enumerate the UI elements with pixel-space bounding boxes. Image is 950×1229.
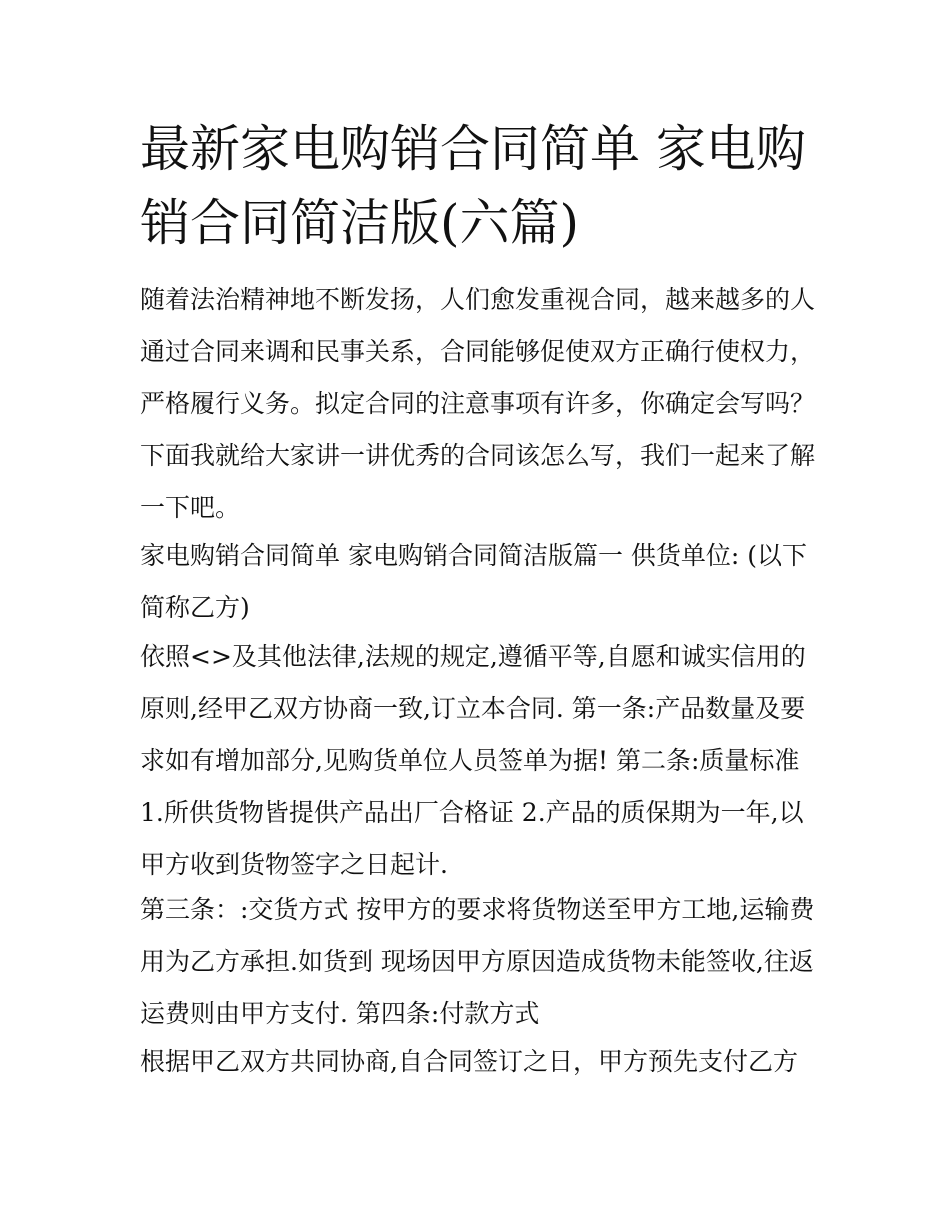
intro-paragraph: 随着法治精神地不断发扬，人们愈发重视合同，越来越多的人通过合同来调和民事关系，合同能够促使双方正确行使权力，严格履行义务。拟定合同的注意事项有许多，你确定会写吗？下面我就给大家讲一讲优秀的合同该怎么写，我们一起来了解一下吧。 xyxy=(140,285,816,522)
delivery-paragraph: 第三条：:交货方式 按甲方的要求将货物送至甲方工地,运输费用为乙方承担.如货到 现场因甲方原因造成货物未能签收,往返运费则由甲方支付. 第四条:付款方式 xyxy=(140,895,815,1028)
terms-paragraph: 依照<>及其他法律,法规的规定,遵循平等,自愿和诚实信用的原则,经甲乙双方协商一致,订立本合同. 第一条:产品数量及要求如有增加部分,见购货单位人员签单为据! 第二条:质量标准 1.所供货物皆提供产品出厂合格证 2.产品的质保期为一年,以甲方收到货物签字之日起计. xyxy=(140,642,806,879)
section-heading-paragraph: 家电购销合同简单 家电购销合同简洁版篇一 供货单位: (以下简称乙方) xyxy=(140,541,808,622)
payment-paragraph: 根据甲乙双方共同协商,自合同签订之日，甲方预先支付乙方 xyxy=(140,1047,798,1076)
document-title: 最新家电购销合同简单 家电购销合同简洁版(六篇) xyxy=(140,120,806,252)
